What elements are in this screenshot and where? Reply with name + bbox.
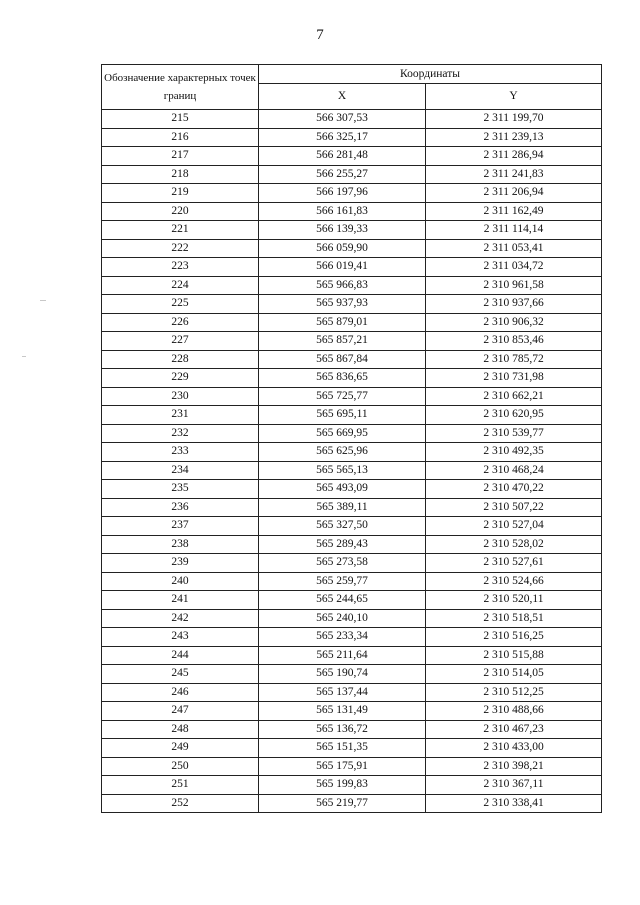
table-row [102, 535, 602, 554]
x-coordinate-cell: 565 836,65 [259, 369, 426, 388]
point-cell: 225 [102, 295, 259, 314]
x-coordinate-cell: 565 966,83 [259, 276, 426, 295]
point-cell: 233 [102, 443, 259, 462]
point-cell: 236 [102, 498, 259, 517]
point-cell: 245 [102, 665, 259, 684]
table-row [102, 757, 602, 776]
point-cell: 235 [102, 480, 259, 499]
y-coordinate-cell: 2 310 398,21 [426, 757, 602, 776]
point-cell: 217 [102, 147, 259, 166]
point-cell: 239 [102, 554, 259, 573]
table-row [102, 609, 602, 628]
point-cell: 216 [102, 128, 259, 147]
point-cell: 222 [102, 239, 259, 258]
y-coordinate-cell: 2 310 937,66 [426, 295, 602, 314]
x-coordinate-cell: 565 327,50 [259, 517, 426, 536]
point-cell: 240 [102, 572, 259, 591]
table-row [102, 258, 602, 277]
boundary-coordinates-table [101, 64, 602, 813]
x-coordinate-cell: 565 937,93 [259, 295, 426, 314]
point-cell: 249 [102, 739, 259, 758]
y-coordinate-cell: 2 310 492,35 [426, 443, 602, 462]
x-coordinate-cell: 565 389,11 [259, 498, 426, 517]
point-cell: 231 [102, 406, 259, 425]
y-coordinate-cell: 2 311 053,41 [426, 239, 602, 258]
y-coordinate-cell: 2 310 961,58 [426, 276, 602, 295]
y-coordinate-cell: 2 311 162,49 [426, 202, 602, 221]
table-row [102, 387, 602, 406]
y-coordinate-cell: 2 310 528,02 [426, 535, 602, 554]
x-coordinate-cell: 565 259,77 [259, 572, 426, 591]
x-coordinate-cell: 565 867,84 [259, 350, 426, 369]
table-body [102, 110, 602, 813]
y-coordinate-cell: 2 310 512,25 [426, 683, 602, 702]
table-row [102, 776, 602, 795]
table-row [102, 517, 602, 536]
y-coordinate-cell: 2 310 488,66 [426, 702, 602, 721]
y-coordinate-cell: 2 310 338,41 [426, 794, 602, 813]
x-coordinate-cell: 565 725,77 [259, 387, 426, 406]
table-row [102, 424, 602, 443]
table-row [102, 369, 602, 388]
x-coordinate-cell: 566 139,33 [259, 221, 426, 240]
x-coordinate-cell: 565 190,74 [259, 665, 426, 684]
y-coordinate-cell: 2 310 516,25 [426, 628, 602, 647]
y-coordinate-cell: 2 311 034,72 [426, 258, 602, 277]
point-cell: 250 [102, 757, 259, 776]
table-row [102, 406, 602, 425]
y-coordinate-cell: 2 310 470,22 [426, 480, 602, 499]
page-number: 7 [316, 27, 324, 43]
x-coordinate-cell: 565 669,95 [259, 424, 426, 443]
y-coordinate-cell: 2 310 367,11 [426, 776, 602, 795]
table-row [102, 202, 602, 221]
point-cell: 241 [102, 591, 259, 610]
point-cell: 226 [102, 313, 259, 332]
table-row [102, 665, 602, 684]
point-cell: 238 [102, 535, 259, 554]
x-coordinate-cell: 565 131,49 [259, 702, 426, 721]
x-coordinate-cell: 566 197,96 [259, 184, 426, 203]
y-coordinate-cell: 2 310 620,95 [426, 406, 602, 425]
y-coordinate-cell: 2 310 527,04 [426, 517, 602, 536]
table-row [102, 295, 602, 314]
x-coordinate-cell: 565 244,65 [259, 591, 426, 610]
x-coordinate-cell: 565 175,91 [259, 757, 426, 776]
point-cell: 215 [102, 110, 259, 129]
point-cell: 248 [102, 720, 259, 739]
table-row [102, 628, 602, 647]
point-cell: 220 [102, 202, 259, 221]
point-cell: 230 [102, 387, 259, 406]
point-cell: 232 [102, 424, 259, 443]
x-coordinate-cell: 565 273,58 [259, 554, 426, 573]
point-cell: 247 [102, 702, 259, 721]
x-coordinate-cell: 566 019,41 [259, 258, 426, 277]
y-coordinate-cell: 2 310 433,00 [426, 739, 602, 758]
point-cell: 252 [102, 794, 259, 813]
x-coordinate-cell: 565 625,96 [259, 443, 426, 462]
table-row [102, 128, 602, 147]
table-row [102, 443, 602, 462]
table-row [102, 480, 602, 499]
table-row [102, 332, 602, 351]
x-coordinate-cell: 565 199,83 [259, 776, 426, 795]
y-coordinate-cell: 2 310 515,88 [426, 646, 602, 665]
coordinates-header: Координаты [259, 65, 602, 84]
table-row [102, 646, 602, 665]
table-row [102, 313, 602, 332]
x-coordinate-cell: 565 211,64 [259, 646, 426, 665]
y-coordinate-cell: 2 311 286,94 [426, 147, 602, 166]
x-coordinate-cell: 566 281,48 [259, 147, 426, 166]
scan-margin-mark [22, 356, 26, 357]
point-cell: 243 [102, 628, 259, 647]
table-row [102, 572, 602, 591]
x-coordinate-cell: 565 137,44 [259, 683, 426, 702]
point-cell: 219 [102, 184, 259, 203]
table-row [102, 591, 602, 610]
table-row [102, 165, 602, 184]
x-coordinate-cell: 565 879,01 [259, 313, 426, 332]
x-coordinate-cell: 565 233,34 [259, 628, 426, 647]
table-row [102, 239, 602, 258]
x-coordinate-cell: 565 136,72 [259, 720, 426, 739]
y-coordinate-cell: 2 310 514,05 [426, 665, 602, 684]
y-coordinate-cell: 2 310 731,98 [426, 369, 602, 388]
table-row [102, 739, 602, 758]
table-row [102, 794, 602, 813]
y-coordinate-cell: 2 310 527,61 [426, 554, 602, 573]
y-coordinate-cell: 2 311 206,94 [426, 184, 602, 203]
point-cell: 229 [102, 369, 259, 388]
y-coordinate-cell: 2 310 507,22 [426, 498, 602, 517]
point-cell: 221 [102, 221, 259, 240]
point-cell: 234 [102, 461, 259, 480]
x-coordinate-cell: 565 857,21 [259, 332, 426, 351]
x-coordinate-cell: 565 695,11 [259, 406, 426, 425]
point-designation-header: Обозначение характерных точек границ [102, 65, 259, 110]
table-row [102, 702, 602, 721]
x-coordinate-cell: 566 325,17 [259, 128, 426, 147]
y-coordinate-cell: 2 310 520,11 [426, 591, 602, 610]
table-row [102, 461, 602, 480]
x-column-header: X [259, 84, 426, 110]
point-cell: 218 [102, 165, 259, 184]
x-coordinate-cell: 566 059,90 [259, 239, 426, 258]
x-coordinate-cell: 566 307,53 [259, 110, 426, 129]
point-cell: 244 [102, 646, 259, 665]
y-coordinate-cell: 2 310 539,77 [426, 424, 602, 443]
point-cell: 251 [102, 776, 259, 795]
x-coordinate-cell: 565 565,13 [259, 461, 426, 480]
x-coordinate-cell: 565 289,43 [259, 535, 426, 554]
y-coordinate-cell: 2 310 524,66 [426, 572, 602, 591]
table-row [102, 276, 602, 295]
y-coordinate-cell: 2 310 467,23 [426, 720, 602, 739]
y-coordinate-cell: 2 310 853,46 [426, 332, 602, 351]
y-coordinate-cell: 2 310 518,51 [426, 609, 602, 628]
y-column-header: Y [426, 84, 602, 110]
y-coordinate-cell: 2 310 906,32 [426, 313, 602, 332]
y-coordinate-cell: 2 310 468,24 [426, 461, 602, 480]
y-coordinate-cell: 2 311 239,13 [426, 128, 602, 147]
y-coordinate-cell: 2 310 785,72 [426, 350, 602, 369]
x-coordinate-cell: 565 240,10 [259, 609, 426, 628]
y-coordinate-cell: 2 311 114,14 [426, 221, 602, 240]
y-coordinate-cell: 2 310 662,21 [426, 387, 602, 406]
point-cell: 223 [102, 258, 259, 277]
point-cell: 227 [102, 332, 259, 351]
point-cell: 228 [102, 350, 259, 369]
table-row [102, 720, 602, 739]
table-row [102, 683, 602, 702]
x-coordinate-cell: 566 255,27 [259, 165, 426, 184]
table-row [102, 221, 602, 240]
point-cell: 242 [102, 609, 259, 628]
table-row [102, 184, 602, 203]
point-cell: 246 [102, 683, 259, 702]
y-coordinate-cell: 2 311 241,83 [426, 165, 602, 184]
table-row [102, 110, 602, 129]
x-coordinate-cell: 566 161,83 [259, 202, 426, 221]
x-coordinate-cell: 565 493,09 [259, 480, 426, 499]
table-row [102, 554, 602, 573]
y-coordinate-cell: 2 311 199,70 [426, 110, 602, 129]
point-cell: 224 [102, 276, 259, 295]
x-coordinate-cell: 565 151,35 [259, 739, 426, 758]
x-coordinate-cell: 565 219,77 [259, 794, 426, 813]
point-cell: 237 [102, 517, 259, 536]
table-row [102, 498, 602, 517]
scan-margin-mark [40, 300, 46, 301]
table-row [102, 350, 602, 369]
table-row [102, 147, 602, 166]
